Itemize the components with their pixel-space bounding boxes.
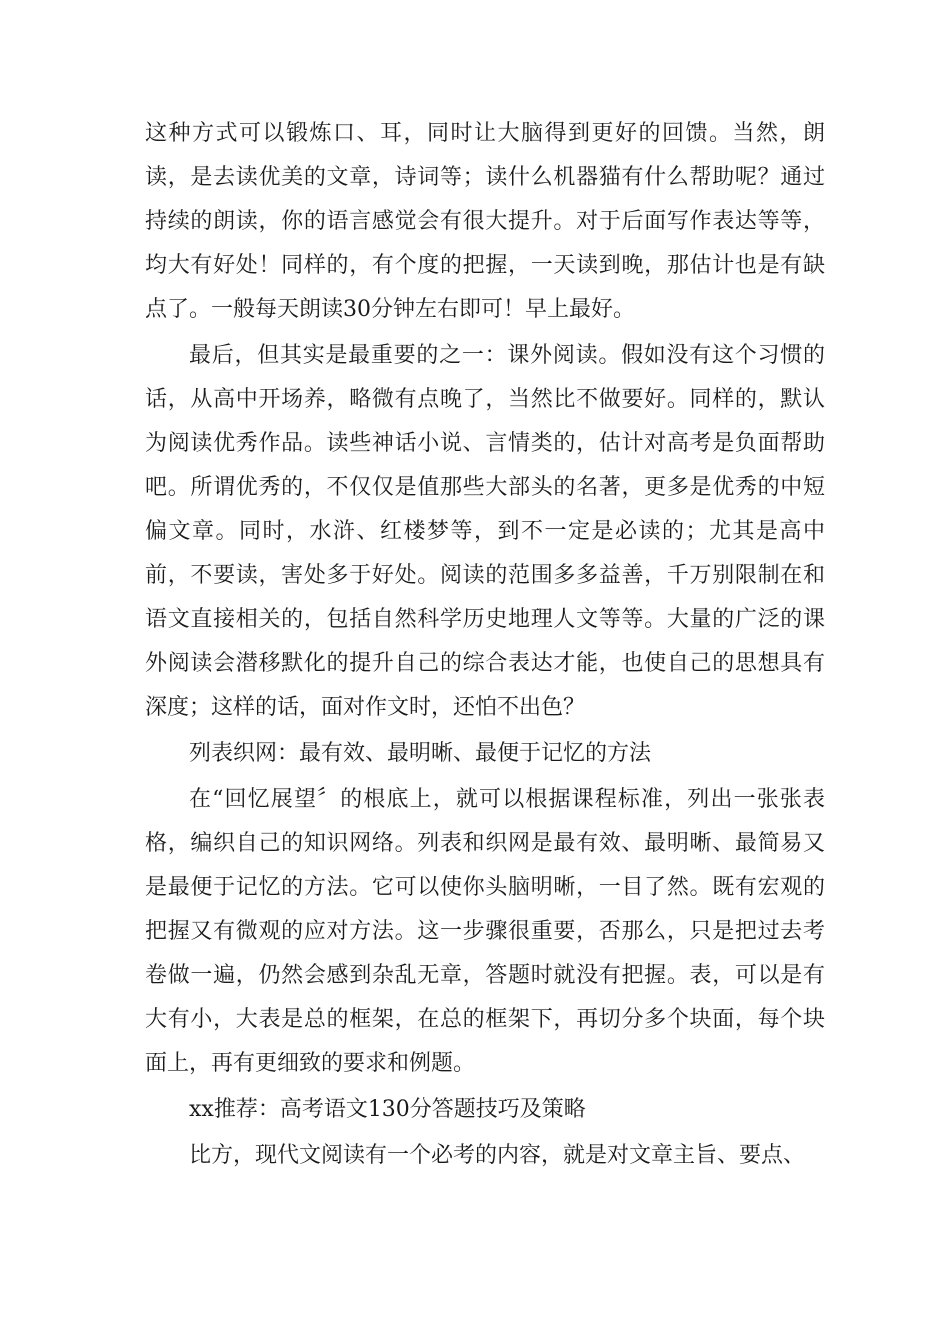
document-body <box>145 112 825 1178</box>
paragraph-extracurricular-reading: 最后，但其实是最重要的之一：课外阅读。假如没有这个习惯的话，从高中开场养，略微有点晚了，当然比不做要好。同样的，默认为阅读优秀作品。读些神话小说、言情类的，估计对高考是负面帮助吧。所谓优秀的，不仅仅是值那些大部头的名著，更多是优秀的中短偏文章。同时，水浒、红楼梦等，到不一定是必读的；尤其是高中前，不要读，害处多于好处。阅读的范围多多益善，千万别限制在和语文直接相关的，包括自然科学历史地理人文等等。大量的广泛的课外阅读会潜移默化的提升自己的综合表达才能，也使自己的思想具有深度；这样的话，面对作文时，还怕不出色？ <box>145 343 825 720</box>
paragraph-example: 比方，现代文阅读有一个必考的内容，就是对文章主旨、要点、 <box>189 1143 806 1168</box>
section-heading-list-network: 列表织网：最有效、最明晰、最便于记忆的方法 <box>189 741 652 766</box>
paragraph-reading-aloud: 这种方式可以锻炼口、耳，同时让大脑得到更好的回馈。当然，朗读，是去读优美的文章，诗词等；读什么机器猫有什么帮助呢？通过持续的朗读，你的语言感觉会有很大提升。对于后面写作表达等等，均大有好处！同样的，有个度的把握，一天读到晚，那估计也是有缺点了。一般每天朗读30分钟左右即可！早上最好。 <box>145 121 825 322</box>
section-heading-recommendation: xx推荐：高考语文130分答题技巧及策略 <box>189 1097 586 1122</box>
paragraph-list-network: 在“回忆展望〞的根底上，就可以根据课程标准，列出一张张表格，编织自己的知识网络。列表和织网是最有效、最明晰、最简易又是最便于记忆的方法。它可以使你头脑明晰，一目了然。既有宏观的把握又有微观的应对方法。这一步骤很重要，否那么，只是把过去考卷做一遍，仍然会感到杂乱无章，答题时就没有把握。表，可以是有大有小，大表是总的框架，在总的框架下，再切分多个块面，每个块面上，再有更细致的要求和例题。 <box>145 787 825 1076</box>
